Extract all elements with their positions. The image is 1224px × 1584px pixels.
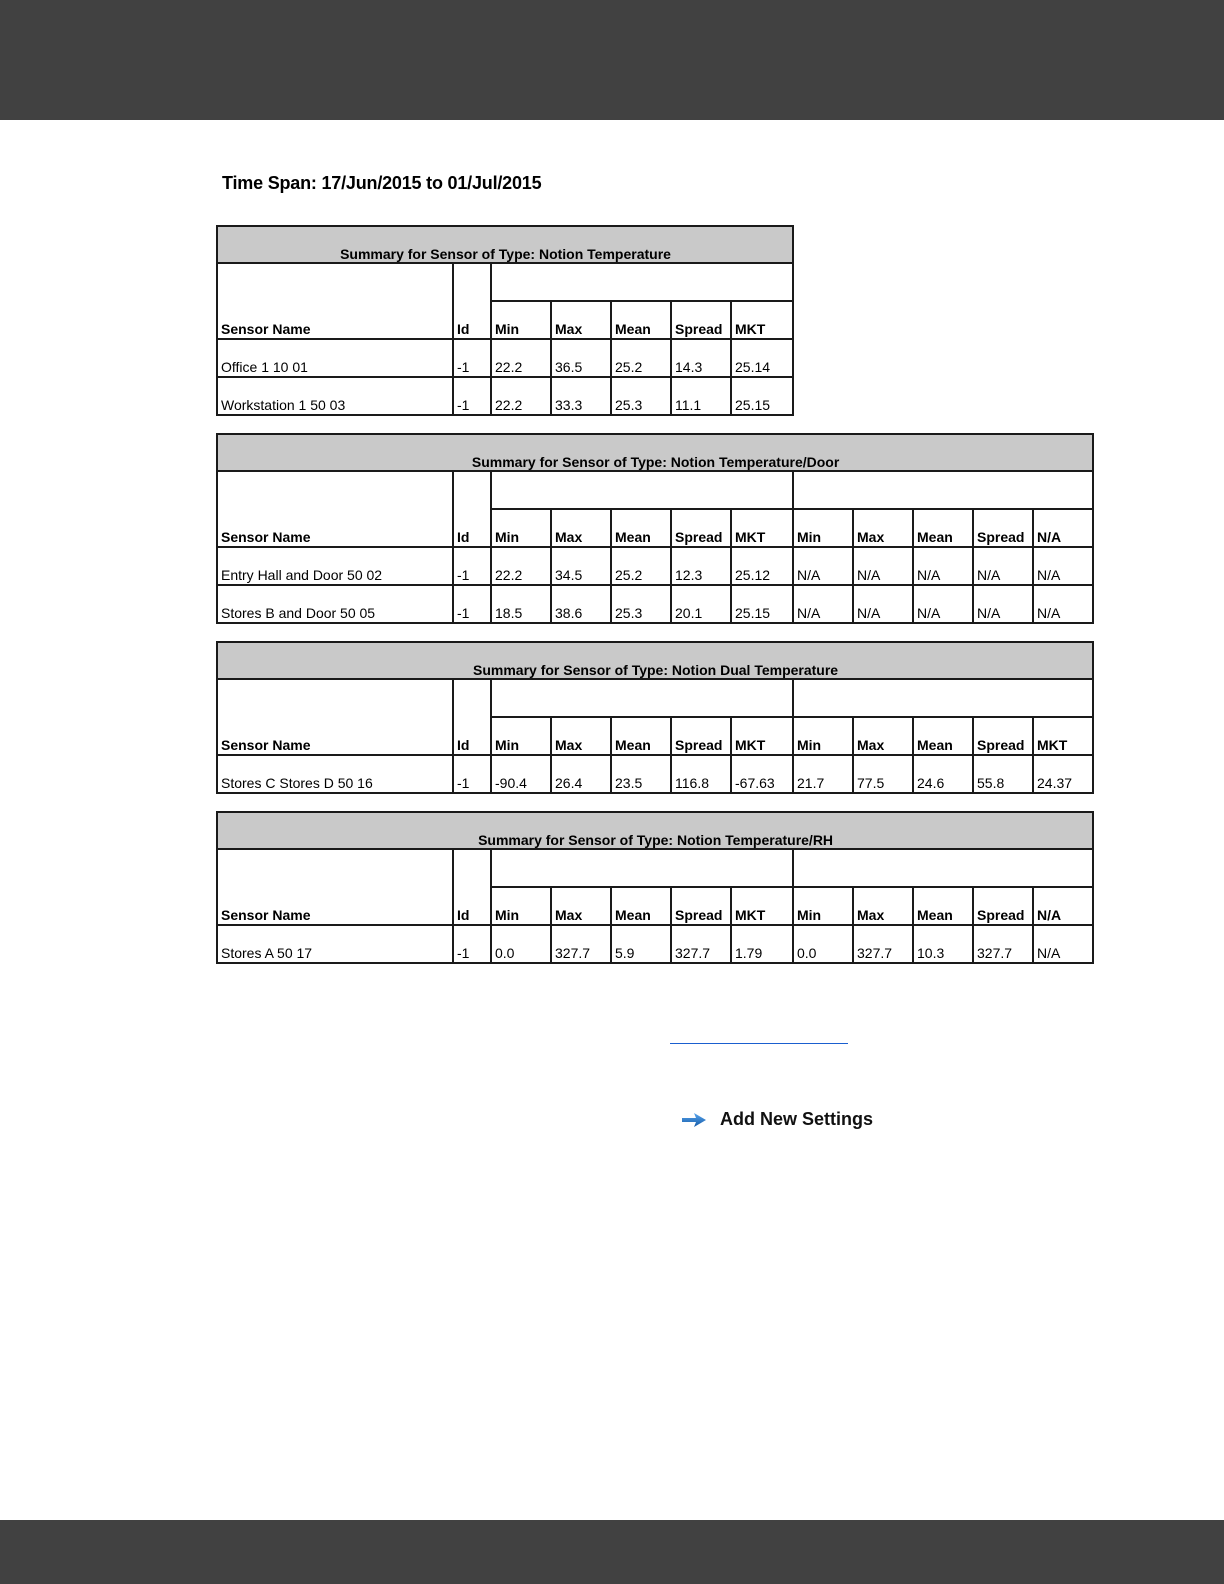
cell-mkt: 24.37 [1033,755,1093,793]
cell-mean: 25.3 [611,585,671,623]
add-new-settings-label: Add New Settings [720,1109,874,1129]
header-max: Max [853,887,913,925]
header-sensor-name: Sensor Name [217,263,453,339]
cell-mean: 25.2 [611,547,671,585]
cell-sensor-name: Stores B and Door 50 05 [217,585,453,623]
table-row [217,547,1093,585]
table-row [217,585,1093,623]
header-spread: Spread [973,717,1033,755]
cell-min: -90.4 [491,755,551,793]
table-row [217,755,1093,793]
header-max: Max [551,717,611,755]
cell-mkt: 25.15 [731,377,793,415]
header-sensor-name: Sensor Name [217,849,453,925]
header-max: Max [551,887,611,925]
cell-min: 18.5 [491,585,551,623]
cell-id: -1 [453,547,491,585]
cell-spread: 11.1 [671,377,731,415]
cell-max: 34.5 [551,547,611,585]
link-underline[interactable] [670,1043,848,1044]
right-arrow-icon [681,1110,707,1130]
cell-sensor-name: Entry Hall and Door 50 02 [217,547,453,585]
header-min: Min [793,887,853,925]
header-min: Min [793,509,853,547]
header-spread: Spread [973,509,1033,547]
cell-max: 327.7 [853,925,913,963]
table-row [217,925,1093,963]
add-new-settings-button[interactable] [681,1109,873,1130]
cell-mean: N/A [913,585,973,623]
header-na: N/A [1033,509,1093,547]
bottom-bar [0,1520,1224,1584]
header-min: Min [491,717,551,755]
cell-na: N/A [1033,547,1093,585]
cell-min: 22.2 [491,547,551,585]
cell-sensor-name: Office 1 10 01 [217,339,453,377]
header-id: Id [453,679,491,755]
header-max: Max [853,509,913,547]
cell-mean: 5.9 [611,925,671,963]
cell-id: -1 [453,339,491,377]
column-group-header [491,263,793,301]
cell-spread: 55.8 [973,755,1033,793]
column-group-header [491,679,793,717]
cell-min: N/A [793,585,853,623]
summary-table-notion-temperature-rh [216,811,1094,964]
cell-max: 327.7 [551,925,611,963]
header-min: Min [793,717,853,755]
header-mean: Mean [611,509,671,547]
cell-max: 36.5 [551,339,611,377]
table-row [217,339,793,377]
cell-na: N/A [1033,585,1093,623]
table-title: Summary for Sensor of Type: Notion Temperature [217,226,793,263]
header-mkt: MKT [731,887,793,925]
header-spread: Spread [671,301,731,339]
cell-max: 38.6 [551,585,611,623]
cell-mean: 10.3 [913,925,973,963]
cell-min: 22.2 [491,339,551,377]
header-id: Id [453,849,491,925]
cell-spread: 14.3 [671,339,731,377]
top-bar [0,0,1224,120]
header-mkt: MKT [1033,717,1093,755]
header-max: Max [853,717,913,755]
cell-max: N/A [853,547,913,585]
cell-mkt: 25.12 [731,547,793,585]
cell-mean: N/A [913,547,973,585]
header-id: Id [453,263,491,339]
cell-min: 0.0 [793,925,853,963]
cell-spread: 20.1 [671,585,731,623]
cell-spread: N/A [973,547,1033,585]
cell-min: 22.2 [491,377,551,415]
cell-max: 33.3 [551,377,611,415]
cell-spread: 12.3 [671,547,731,585]
header-na: N/A [1033,887,1093,925]
header-spread: Spread [973,887,1033,925]
header-mean: Mean [913,509,973,547]
cell-id: -1 [453,925,491,963]
summary-table-notion-temperature [216,225,794,416]
cell-spread: N/A [973,585,1033,623]
cell-sensor-name: Stores C Stores D 50 16 [217,755,453,793]
header-spread: Spread [671,717,731,755]
cell-mkt: 1.79 [731,925,793,963]
cell-id: -1 [453,377,491,415]
cell-max: N/A [853,585,913,623]
header-mean: Mean [611,717,671,755]
table-title: Summary for Sensor of Type: Notion Temperature/RH [217,812,1093,849]
cell-sensor-name: Stores A 50 17 [217,925,453,963]
column-group-header [491,849,793,887]
header-sensor-name: Sensor Name [217,679,453,755]
header-min: Min [491,301,551,339]
header-mkt: MKT [731,509,793,547]
column-group-header [793,849,1093,887]
cell-mkt: -67.63 [731,755,793,793]
header-mean: Mean [913,717,973,755]
time-span-label: Time Span: 17/Jun/2015 to 01/Jul/2015 [222,173,542,193]
header-mean: Mean [611,887,671,925]
cell-mkt: 25.15 [731,585,793,623]
column-group-header [793,679,1093,717]
table-title: Summary for Sensor of Type: Notion Dual Temperature [217,642,1093,679]
cell-spread: 327.7 [671,925,731,963]
cell-spread: 327.7 [973,925,1033,963]
cell-mean: 25.2 [611,339,671,377]
cell-id: -1 [453,585,491,623]
cell-na: N/A [1033,925,1093,963]
header-sensor-name: Sensor Name [217,471,453,547]
header-id: Id [453,471,491,547]
cell-max: 77.5 [853,755,913,793]
cell-sensor-name: Workstation 1 50 03 [217,377,453,415]
summary-table-notion-temperature-door [216,433,1094,624]
column-group-header [793,471,1093,509]
header-min: Min [491,509,551,547]
cell-mean: 23.5 [611,755,671,793]
header-mean: Mean [913,887,973,925]
column-group-header [491,471,793,509]
header-spread: Spread [671,887,731,925]
cell-min: 0.0 [491,925,551,963]
cell-min: N/A [793,547,853,585]
cell-mean: 24.6 [913,755,973,793]
header-max: Max [551,301,611,339]
header-mkt: MKT [731,301,793,339]
table-title: Summary for Sensor of Type: Notion Temperature/Door [217,434,1093,471]
cell-mkt: 25.14 [731,339,793,377]
cell-min: 21.7 [793,755,853,793]
cell-mean: 25.3 [611,377,671,415]
summary-table-notion-dual-temperature [216,641,1094,794]
header-mean: Mean [611,301,671,339]
cell-max: 26.4 [551,755,611,793]
header-mkt: MKT [731,717,793,755]
header-spread: Spread [671,509,731,547]
table-row [217,377,793,415]
header-min: Min [491,887,551,925]
header-max: Max [551,509,611,547]
cell-spread: 116.8 [671,755,731,793]
cell-id: -1 [453,755,491,793]
